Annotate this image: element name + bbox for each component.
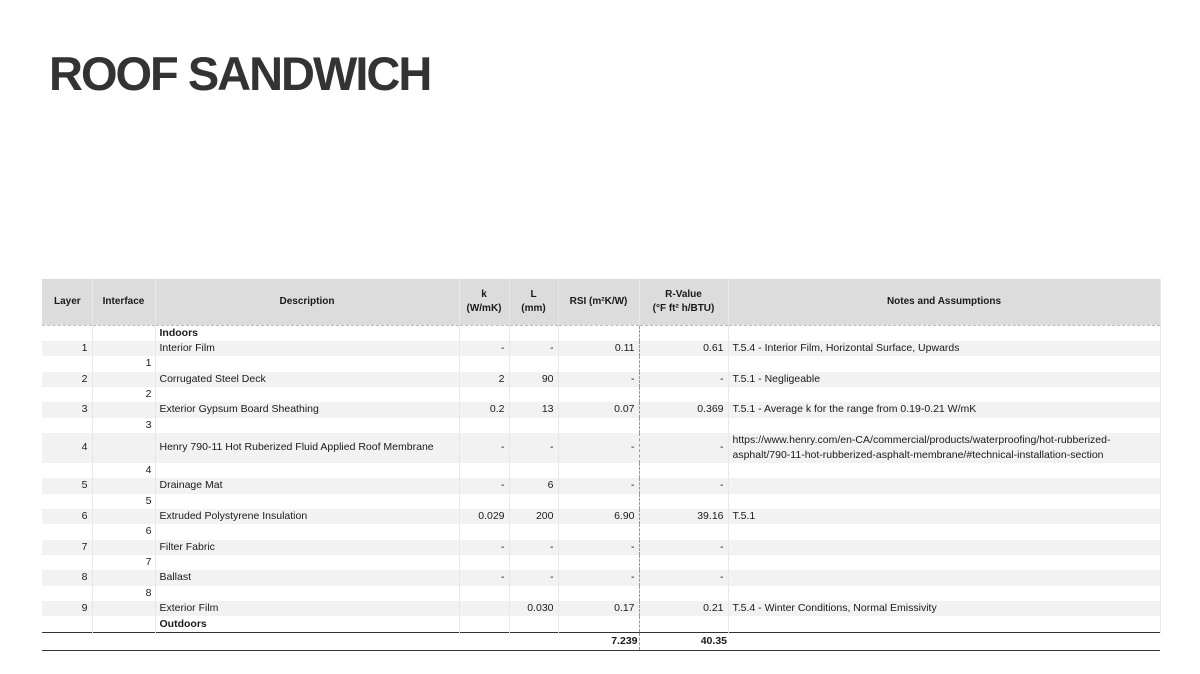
cell-l: -: [509, 570, 558, 585]
cell-l: [509, 387, 558, 402]
cell-notes: [728, 555, 1160, 570]
table-body: [42, 325, 1160, 632]
cell-description: [155, 356, 459, 371]
col-k-header-line2: (W/mK): [466, 302, 502, 314]
table-row: [42, 325, 1160, 341]
cell-k: -: [459, 433, 509, 463]
cell-notes: [728, 586, 1160, 601]
cell-r-value: 0.369: [639, 402, 728, 417]
cell-l: [509, 494, 558, 509]
cell-layer: [42, 463, 92, 478]
table-row: [42, 433, 1160, 463]
cell-notes: T.5.4 - Interior Film, Horizontal Surface, Upwards: [728, 341, 1160, 356]
cell-description: Exterior Gypsum Board Sheathing: [155, 402, 459, 417]
cell-rsi: -: [558, 433, 639, 463]
cell-k: [459, 601, 509, 616]
cell-k: 0.2: [459, 402, 509, 417]
cell-description: [155, 387, 459, 402]
table-row: [42, 601, 1160, 616]
cell-layer: 7: [42, 540, 92, 555]
cell-k: -: [459, 341, 509, 356]
cell-interface: 2: [92, 387, 155, 402]
cell-notes: [728, 387, 1160, 402]
cell-layer: [42, 616, 92, 632]
cell-k: [459, 418, 509, 433]
cell-description: [155, 555, 459, 570]
table-row: [42, 356, 1160, 371]
total-rsi: 7.239: [558, 632, 639, 650]
cell-k: [459, 463, 509, 478]
cell-l: [509, 524, 558, 539]
cell-rsi: [558, 555, 639, 570]
cell-k: [459, 586, 509, 601]
cell-k: -: [459, 478, 509, 493]
cell-interface: [92, 402, 155, 417]
col-l-header-line2: (mm): [521, 302, 546, 314]
cell-r-value: [639, 524, 728, 539]
cell-layer: [42, 418, 92, 433]
cell-notes: [728, 524, 1160, 539]
cell-description: [155, 524, 459, 539]
totals-description-cell: [155, 632, 459, 650]
table-row: [42, 570, 1160, 585]
table-row: [42, 463, 1160, 478]
cell-notes: [728, 356, 1160, 371]
table-row: [42, 586, 1160, 601]
cell-layer: [42, 524, 92, 539]
cell-description: Henry 790-11 Hot Ruberized Fluid Applied Roof Membrane: [155, 433, 459, 463]
cell-l: 6: [509, 478, 558, 493]
col-notes-header: Notes and Assumptions: [728, 279, 1160, 325]
cell-r-value: -: [639, 433, 728, 463]
cell-k: [459, 555, 509, 570]
cell-r-value: 39.16: [639, 509, 728, 524]
cell-description: Indoors: [155, 325, 459, 341]
cell-interface: [92, 601, 155, 616]
cell-k: [459, 325, 509, 341]
cell-rsi: [558, 387, 639, 402]
cell-k: [459, 616, 509, 632]
cell-layer: [42, 325, 92, 341]
totals-layer-cell: [42, 632, 92, 650]
cell-r-value: -: [639, 478, 728, 493]
cell-notes: T.5.1: [728, 509, 1160, 524]
cell-notes: [728, 540, 1160, 555]
cell-k: 2: [459, 372, 509, 387]
cell-layer: 9: [42, 601, 92, 616]
col-rvalue-header: [639, 279, 728, 325]
table-row: [42, 418, 1160, 433]
cell-l: [509, 463, 558, 478]
cell-l: [509, 616, 558, 632]
table-row: [42, 494, 1160, 509]
cell-l: [509, 325, 558, 341]
cell-interface: [92, 570, 155, 585]
cell-description: Corrugated Steel Deck: [155, 372, 459, 387]
cell-interface: [92, 325, 155, 341]
cell-layer: 5: [42, 478, 92, 493]
cell-r-value: [639, 586, 728, 601]
cell-description: Drainage Mat: [155, 478, 459, 493]
cell-r-value: 0.21: [639, 601, 728, 616]
cell-description: Exterior Film: [155, 601, 459, 616]
cell-layer: 2: [42, 372, 92, 387]
cell-layer: 3: [42, 402, 92, 417]
cell-l: [509, 418, 558, 433]
cell-interface: 7: [92, 555, 155, 570]
cell-rsi: [558, 586, 639, 601]
col-rvalue-header-line2: (°F ft² h/BTU): [652, 302, 715, 314]
cell-description: Outdoors: [155, 616, 459, 632]
cell-description: Interior Film: [155, 341, 459, 356]
cell-rsi: [558, 494, 639, 509]
cell-r-value: -: [639, 570, 728, 585]
cell-rsi: 6.90: [558, 509, 639, 524]
cell-rsi: -: [558, 540, 639, 555]
cell-interface: [92, 433, 155, 463]
cell-rsi: 0.11: [558, 341, 639, 356]
cell-layer: 1: [42, 341, 92, 356]
cell-r-value: [639, 418, 728, 433]
cell-rsi: [558, 325, 639, 341]
cell-interface: [92, 478, 155, 493]
cell-notes: [728, 418, 1160, 433]
cell-notes: T.5.4 - Winter Conditions, Normal Emissivity: [728, 601, 1160, 616]
cell-interface: 3: [92, 418, 155, 433]
totals-k-cell: [459, 632, 509, 650]
cell-layer: [42, 494, 92, 509]
col-l-header: [509, 279, 558, 325]
cell-description: Extruded Polystyrene Insulation: [155, 509, 459, 524]
cell-l: 200: [509, 509, 558, 524]
cell-interface: [92, 509, 155, 524]
cell-k: -: [459, 570, 509, 585]
cell-r-value: [639, 325, 728, 341]
cell-k: 0.029: [459, 509, 509, 524]
cell-r-value: 0.61: [639, 341, 728, 356]
cell-layer: [42, 555, 92, 570]
cell-notes: [728, 325, 1160, 341]
table-row: [42, 478, 1160, 493]
cell-r-value: [639, 356, 728, 371]
cell-l: [509, 555, 558, 570]
cell-rsi: [558, 524, 639, 539]
cell-r-value: [639, 494, 728, 509]
cell-layer: 8: [42, 570, 92, 585]
cell-layer: [42, 356, 92, 371]
cell-description: [155, 586, 459, 601]
cell-interface: 4: [92, 463, 155, 478]
cell-rsi: 0.17: [558, 601, 639, 616]
table-row: [42, 616, 1160, 632]
totals-notes-cell: [728, 632, 1160, 650]
col-description-header: Description: [155, 279, 459, 325]
cell-interface: [92, 540, 155, 555]
cell-interface: 6: [92, 524, 155, 539]
cell-notes: T.5.1 - Negligeable: [728, 372, 1160, 387]
table-row: [42, 387, 1160, 402]
cell-k: [459, 524, 509, 539]
col-k-header-line1: k: [481, 288, 487, 300]
cell-rsi: -: [558, 570, 639, 585]
cell-k: [459, 387, 509, 402]
cell-rsi: -: [558, 478, 639, 493]
col-rvalue-header-line1: R-Value: [665, 288, 702, 300]
cell-r-value: [639, 555, 728, 570]
cell-interface: 5: [92, 494, 155, 509]
cell-rsi: [558, 418, 639, 433]
cell-interface: 1: [92, 356, 155, 371]
totals-row: [42, 632, 1160, 650]
cell-k: -: [459, 540, 509, 555]
table-row: [42, 540, 1160, 555]
cell-r-value: [639, 616, 728, 632]
slide-title: ROOF SANDWICH: [49, 47, 431, 100]
table-row: [42, 509, 1160, 524]
table-row: [42, 341, 1160, 356]
total-r-value: 40.35: [639, 632, 728, 650]
cell-r-value: -: [639, 540, 728, 555]
cell-layer: 6: [42, 509, 92, 524]
table-row: [42, 555, 1160, 570]
table-header: [42, 279, 1160, 325]
cell-description: Filter Fabric: [155, 540, 459, 555]
cell-l: 90: [509, 372, 558, 387]
cell-interface: [92, 616, 155, 632]
cell-layer: 4: [42, 433, 92, 463]
cell-rsi: 0.07: [558, 402, 639, 417]
cell-notes: https://www.henry.com/en-CA/commercial/products/waterproofing/hot-rubberized-asphalt/790-11-hot-rubberized-asphalt-membrane/#technical-installation-section: [728, 433, 1160, 463]
cell-l: [509, 356, 558, 371]
cell-description: [155, 494, 459, 509]
table-row: [42, 524, 1160, 539]
col-rsi-header: RSI (m²K/W): [558, 279, 639, 325]
cell-rsi: -: [558, 372, 639, 387]
table-row: [42, 402, 1160, 417]
table-row: [42, 372, 1160, 387]
cell-interface: 8: [92, 586, 155, 601]
cell-description: [155, 463, 459, 478]
totals-interface-cell: [92, 632, 155, 650]
cell-notes: [728, 478, 1160, 493]
cell-l: -: [509, 540, 558, 555]
cell-layer: [42, 586, 92, 601]
cell-description: Ballast: [155, 570, 459, 585]
cell-r-value: -: [639, 372, 728, 387]
cell-interface: [92, 341, 155, 356]
col-l-header-line1: L: [530, 288, 537, 300]
cell-k: [459, 494, 509, 509]
cell-r-value: [639, 387, 728, 402]
cell-interface: [92, 372, 155, 387]
cell-rsi: [558, 356, 639, 371]
col-layer-header: Layer: [42, 279, 92, 325]
cell-l: [509, 586, 558, 601]
col-k-header: [459, 279, 509, 325]
cell-description: [155, 418, 459, 433]
cell-l: 13: [509, 402, 558, 417]
cell-notes: T.5.1 - Average k for the range from 0.19-0.21 W/mK: [728, 402, 1160, 417]
cell-notes: [728, 494, 1160, 509]
cell-layer: [42, 387, 92, 402]
totals-l-cell: [509, 632, 558, 650]
cell-l: -: [509, 433, 558, 463]
cell-l: -: [509, 341, 558, 356]
cell-rsi: [558, 463, 639, 478]
col-interface-header: Interface: [92, 279, 155, 325]
cell-r-value: [639, 463, 728, 478]
cell-k: [459, 356, 509, 371]
cell-rsi: [558, 616, 639, 632]
cell-notes: [728, 616, 1160, 632]
cell-notes: [728, 463, 1160, 478]
cell-notes: [728, 570, 1160, 585]
cell-l: 0.030: [509, 601, 558, 616]
roof-sandwich-table: [42, 279, 1160, 651]
